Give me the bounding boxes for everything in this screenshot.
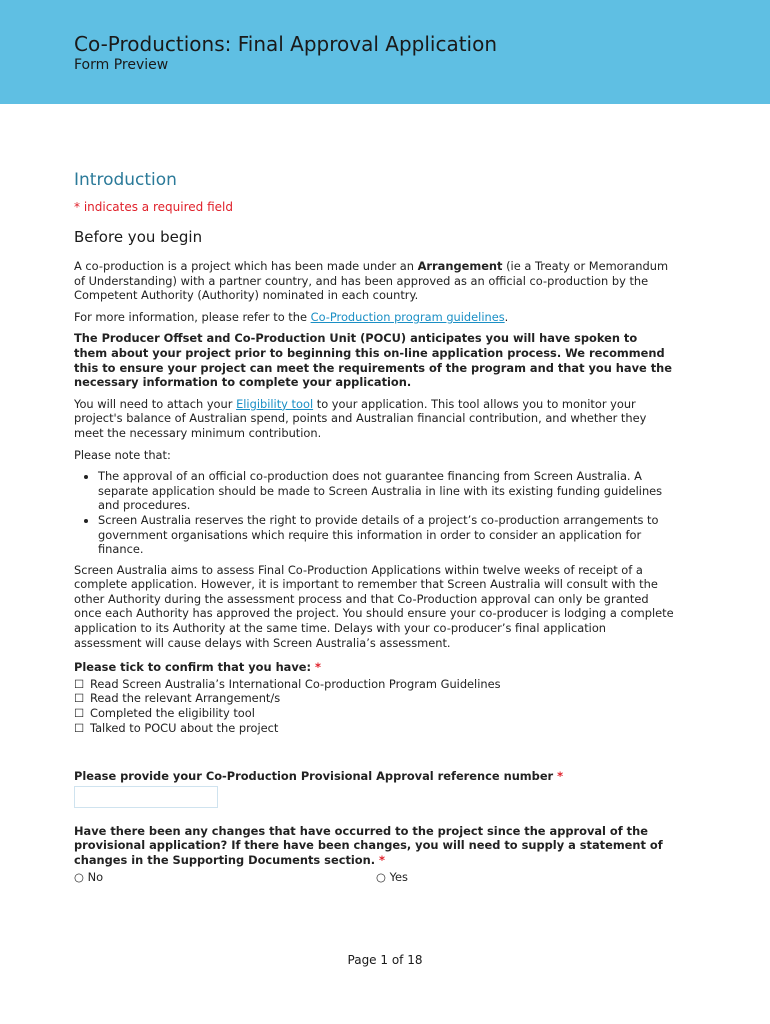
intro-paragraph-6: Screen Australia aims to assess Final Co-Production Applications within twelve weeks of receipt of a complete application. However, it is important to remember that Screen Australia will consult with the other Authority during the assessment process and that Co-Production approval can only be granted once each Authority has approved the project. You should ensure your co-producer is lodging a complete application to its Authority at the same time. Delays with your co-producer’s final application assessment will cause delays with Screen Australia’s assessment.: [74, 562, 674, 650]
radio-label: Yes: [389, 869, 408, 884]
form-subtitle: Form Preview: [74, 57, 169, 73]
confirm-question-label: [74, 660, 674, 675]
radio-no[interactable]: [74, 870, 103, 885]
checkbox-icon[interactable]: ☐: [74, 706, 85, 721]
checkbox-label: Read the relevant Arrangement/s: [90, 691, 281, 706]
form-title: Co-Productions: Final Approval Application: [74, 32, 498, 56]
page-number: Page 1 of 18: [347, 953, 423, 967]
guidelines-link[interactable]: Co-Production program guidelines: [310, 309, 505, 324]
intro-paragraph-2: [74, 310, 674, 325]
arrangement-term: Arrangement: [417, 259, 503, 273]
list-item: • Screen Australia reserves the right to provide details of a project’s co-production arrangements to government organisations which require this information in order to consider an application for finance.: [98, 513, 674, 557]
text: A co-production is a project which has been made under an: [74, 259, 418, 273]
required-star: *: [315, 660, 322, 675]
text: For more information, please refer to the: [74, 309, 311, 324]
text: (ie a Treaty or Memorandum of Understanding) with a partner country, and has been approved as an official co-production by the Competent Authority (Authority) nominated in each country.: [74, 259, 669, 303]
required-star: *: [557, 769, 564, 784]
text: Have there been any changes that have occurred to the project since the approval of the provisional application? If there have been changes, you will need to supply a statement of changes in the Supporting Documents section.: [74, 823, 663, 867]
radio-yes[interactable]: [376, 870, 408, 885]
section-title: Introduction: [74, 170, 177, 190]
header-banner: [0, 0, 770, 104]
checkbox-icon[interactable]: ☐: [74, 720, 85, 735]
text: .: [504, 309, 509, 324]
required-star: *: [379, 853, 385, 867]
checkbox-guidelines[interactable]: [74, 677, 674, 692]
text: You will need to attach your: [74, 396, 237, 411]
radio-icon[interactable]: ○: [376, 869, 386, 884]
checkbox-label: Read Screen Australia’s International Co-production Program Guidelines: [90, 676, 501, 691]
intro-paragraph-3: The Producer Offset and Co-Production Unit (POCU) anticipates you will have spoken to them about your project prior to beginning this on-line application process. We recommend this to ensure your project can meet the requirements of the program and that you have the necessary information to complete your application.: [74, 331, 673, 390]
required-field-note: * indicates a required field: [74, 200, 233, 214]
checkbox-label: Completed the eligibility tool: [90, 706, 255, 721]
reference-number-input[interactable]: [74, 786, 218, 808]
intro-paragraph-1: [74, 259, 674, 303]
notes-list: [74, 469, 674, 557]
checkbox-arrangements[interactable]: [74, 691, 674, 706]
text: to your application. This tool allows you to monitor your project's balance of Australian spend, points and Australian financial contribution, and whether they meet the necessary minimum contribution.: [74, 396, 647, 440]
reference-question-label: [74, 769, 674, 784]
changes-radio-group: [74, 870, 674, 886]
checkbox-eligibility-tool[interactable]: [74, 706, 674, 721]
radio-icon[interactable]: ○: [74, 869, 84, 884]
checkbox-icon[interactable]: ☐: [74, 676, 85, 691]
text: Please provide your Co-Production Provisional Approval reference number: [74, 769, 554, 784]
eligibility-tool-link[interactable]: Eligibility tool: [236, 396, 314, 411]
checkbox-pocu[interactable]: [74, 721, 674, 736]
changes-question-label: [74, 824, 674, 868]
list-item: • The approval of an official co-production does not guarantee financing from Screen Australia. A separate application should be made to Screen Australia in line with its existing funding guidelines and procedures.: [98, 469, 674, 513]
checkbox-icon[interactable]: ☐: [74, 691, 85, 706]
form-content: [74, 170, 674, 886]
text: Please tick to confirm that you have:: [74, 660, 312, 675]
before-you-begin-title: Before you begin: [74, 228, 203, 246]
radio-label: No: [87, 869, 104, 884]
intro-paragraph-4: [74, 397, 674, 441]
intro-paragraph-5: Please note that:: [74, 447, 171, 462]
checkbox-label: Talked to POCU about the project: [90, 720, 279, 735]
